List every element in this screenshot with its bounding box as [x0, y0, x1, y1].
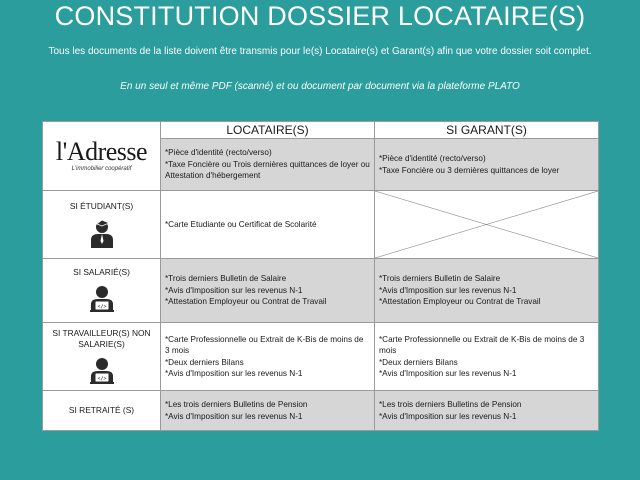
cell-garant-salarie: *Trois derniers Bulletin de Salaire *Avis d'Imposition sur les revenus N-1 *Attestation Employeur ou Contrat de Travail — [375, 259, 599, 323]
cell-locataire-general: *Pièce d'identité (recto/verso) *Taxe Foncière ou Trois dernières quittances de loyer ou Attestation d'hébergement — [161, 139, 375, 191]
cell-garant-non-salarie: *Carte Professionnelle ou Extrait de K-Bis de moins de 3 mois *Deux derniers Bilans *Avis d'Imposition sur les revenus N-1 — [375, 323, 599, 391]
cell-garant-general: *Pièce d'identité (recto/verso) *Taxe Foncière ou 3 dernières quittances de loyer — [375, 139, 599, 191]
documents-table-container — [42, 121, 598, 431]
table-header-row — [43, 122, 599, 139]
category-etudiant: SI ÉTUDIANT(S) — [43, 191, 161, 259]
svg-text:</>: </> — [96, 375, 107, 382]
intro-text: Tous les documents de la liste doivent être transmis pour le(s) Locataire(s) et Garant(s) afin que votre dossier soit complet. — [48, 46, 592, 57]
column-header-locataire: LOCATAIRE(S) — [161, 122, 375, 139]
table-row — [43, 191, 599, 259]
cell-locataire-non-salarie: *Carte Professionnelle ou Extrait de K-Bis de moins de 3 mois *Deux derniers Bilans *Avis d'Imposition sur les revenus N-1 — [161, 323, 375, 391]
laptop-user-icon — [88, 284, 116, 314]
table-row — [43, 323, 599, 391]
laptop-user-icon — [88, 356, 116, 386]
page-title: CONSTITUTION DOSSIER LOCATAIRE(S) — [54, 1, 586, 31]
cell-garant-etudiant-crossed — [375, 191, 599, 259]
category-retraite: SI RETRAITÉ (S) — [43, 391, 161, 431]
cell-garant-retraite: *Les trois derniers Bulletins de Pension *Avis d'Imposition sur les revenus N-1 — [375, 391, 599, 431]
category-travailleur-non-salarie: SI TRAVAILLEUR(S) NON SALARIE(S) </> — [43, 323, 161, 391]
svg-text:</>: </> — [96, 304, 107, 310]
student-icon — [88, 218, 116, 248]
table-row — [43, 391, 599, 431]
logo-tagline: L'immobilier coopératif — [71, 166, 132, 172]
logo — [43, 122, 161, 191]
cross-out-mark — [375, 191, 598, 258]
logo-name: l'Adresse — [55, 137, 148, 166]
cell-locataire-etudiant: *Carte Etudiante ou Certificat de Scolarité — [161, 191, 375, 259]
column-header-garant: SI GARANT(S) — [375, 122, 599, 139]
category-salarie: SI SALARIÉ(S) </> — [43, 259, 161, 323]
cell-locataire-salarie: *Trois derniers Bulletin de Salaire *Avis d'Imposition sur les revenus N-1 *Attestation Employeur ou Contrat de Travail — [161, 259, 375, 323]
cell-locataire-retraite: *Les trois derniers Bulletins de Pension *Avis d'Imposition sur les revenus N-1 — [161, 391, 375, 431]
table-row — [43, 259, 599, 323]
documents-table — [42, 121, 599, 431]
intro-italic-text: En un seul et même PDF (scanné) et ou document par document via la plateforme PLATO — [120, 81, 520, 92]
